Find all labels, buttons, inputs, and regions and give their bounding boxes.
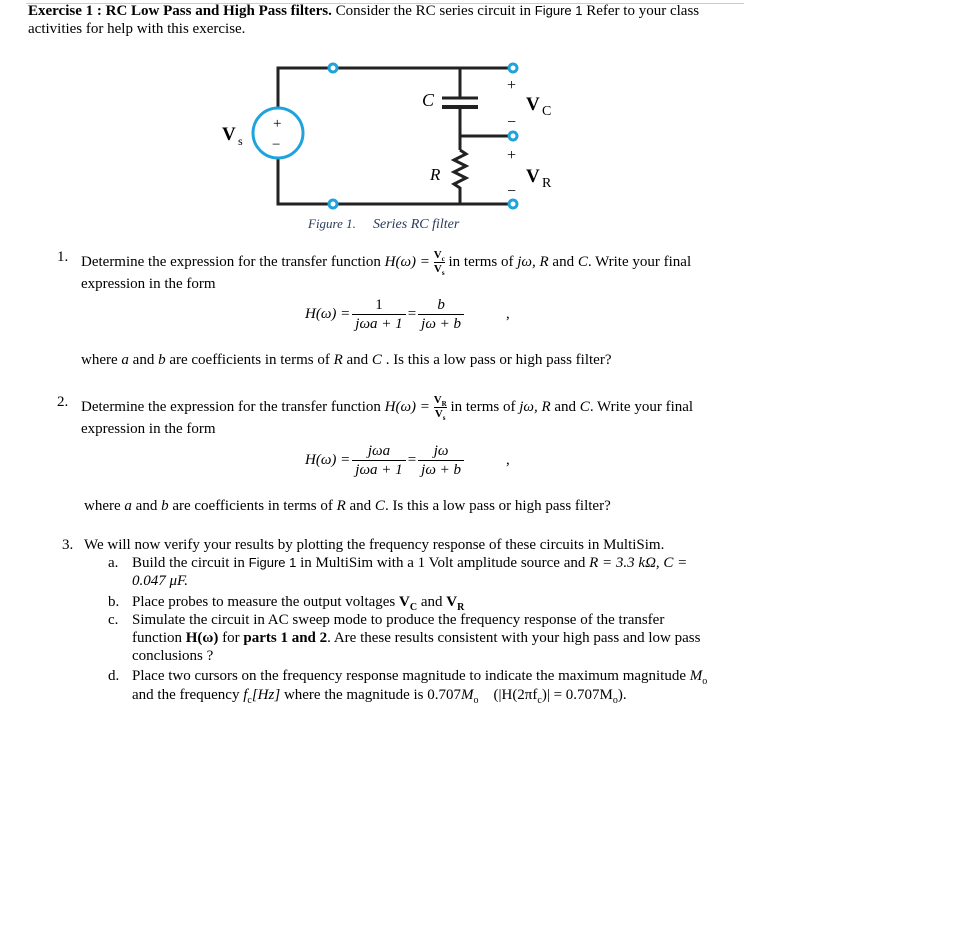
q1-text: Determine the expression for the transfer function H(ω) = $\frac{V_c}{V_s}$ in terms of jω, R and C. Write your final <box>81 249 692 278</box>
vr-plus: + <box>507 147 517 164</box>
vr-minus: − <box>507 183 517 200</box>
q3a-label: a. <box>108 555 119 571</box>
vr-over-vs-fraction: $\frac{V_R}{V_s}$ <box>433 394 447 423</box>
capacitor-label: C <box>422 90 435 110</box>
vc-sub: C <box>542 104 552 119</box>
vs-sub: s <box>238 134 243 148</box>
fraction-subscript: s <box>442 414 446 423</box>
figure-caption-prefix: Figure 1. <box>308 216 356 231</box>
source-plus: + <box>273 116 282 132</box>
q3-text: We will now verify your results by plotting the frequency response of these circuits in MultiSim. <box>84 537 665 553</box>
fraction-subscript: R <box>441 400 447 409</box>
q3b-label: b. <box>108 594 120 610</box>
fraction-subscript: s <box>441 269 445 278</box>
q3d-label: d. <box>108 668 120 684</box>
exercise-intro: activities for help with this exercise. <box>28 21 246 37</box>
vr-label: V <box>526 166 540 187</box>
resistor-label: R <box>430 165 441 184</box>
rc-circuit-diagram <box>0 0 960 240</box>
q2-text: Determine the expression for the transfer function H(ω) = $\frac{V_R}{V_s}$ in terms of jω, R and C. Write your final <box>81 394 694 423</box>
q1-number: 1. <box>57 249 69 265</box>
q3b-text: Place probes to measure the output voltages $V_C$ and $V_R$ <box>132 594 465 613</box>
q1-line2: expression in the form <box>81 276 216 292</box>
q3-number: 3. <box>62 537 74 553</box>
q3d-text: Place two cursors on the frequency response magnitude to indicate the maximum magnitude $M_o$ <box>132 668 708 687</box>
q3c-line3: conclusions ? <box>132 648 214 664</box>
q3a-line2: 0.047 μF. <box>132 573 189 589</box>
exercise-title: Exercise 1 : RC Low Pass and High Pass filters. Consider the RC series circuit in Figure 1 Refer to your class <box>28 3 700 19</box>
vs-label: V <box>222 124 236 145</box>
figure-caption: Series RC filter <box>373 217 460 232</box>
q3c-text: Simulate the circuit in AC sweep mode to produce the frequency response of the transfer <box>132 612 665 628</box>
vc-minus: − <box>507 114 517 131</box>
fraction-subscript: c <box>441 255 445 264</box>
q3c-label: c. <box>108 612 119 628</box>
q2-number: 2. <box>57 394 69 410</box>
vc-label: V <box>526 94 540 115</box>
q1-where: where a and b are coefficients in terms of R and C . Is this a low pass or high pass filter? <box>81 352 612 368</box>
q2-line2: expression in the form <box>81 421 216 437</box>
vc-plus: + <box>507 77 517 94</box>
q1-equation: H(ω) = 1 jωa + 1 = $\frac{b}{j\omega + b}$ , <box>305 297 510 332</box>
vr-sub: R <box>542 176 552 191</box>
q2-where: where a and b are coefficients in terms of R and C. Is this a low pass or high pass filter? <box>84 498 611 514</box>
source-minus: − <box>272 137 281 153</box>
q3a-text: Build the circuit in Figure 1 in MultiSim with a 1 Volt amplitude source and R = 3.3 kΩ, C = <box>132 555 688 571</box>
vc-over-vs-fraction: $\frac{V_c}{V_s}$ <box>433 249 445 278</box>
q3d-line2: and the frequency $f_c[Hz]$ where the magnitude is $0.707M_o$ $(|H(2\pi f_c)| = 0.707M_o)$. <box>132 687 627 706</box>
q3c-line2: function H(ω) for parts 1 and 2. Are these results consistent with your high pass and low pass <box>132 630 701 646</box>
q2-equation: H(ω) = jωa jωa + 1 = $\frac{j\omega}{j\omega + b}$ , <box>305 443 510 478</box>
